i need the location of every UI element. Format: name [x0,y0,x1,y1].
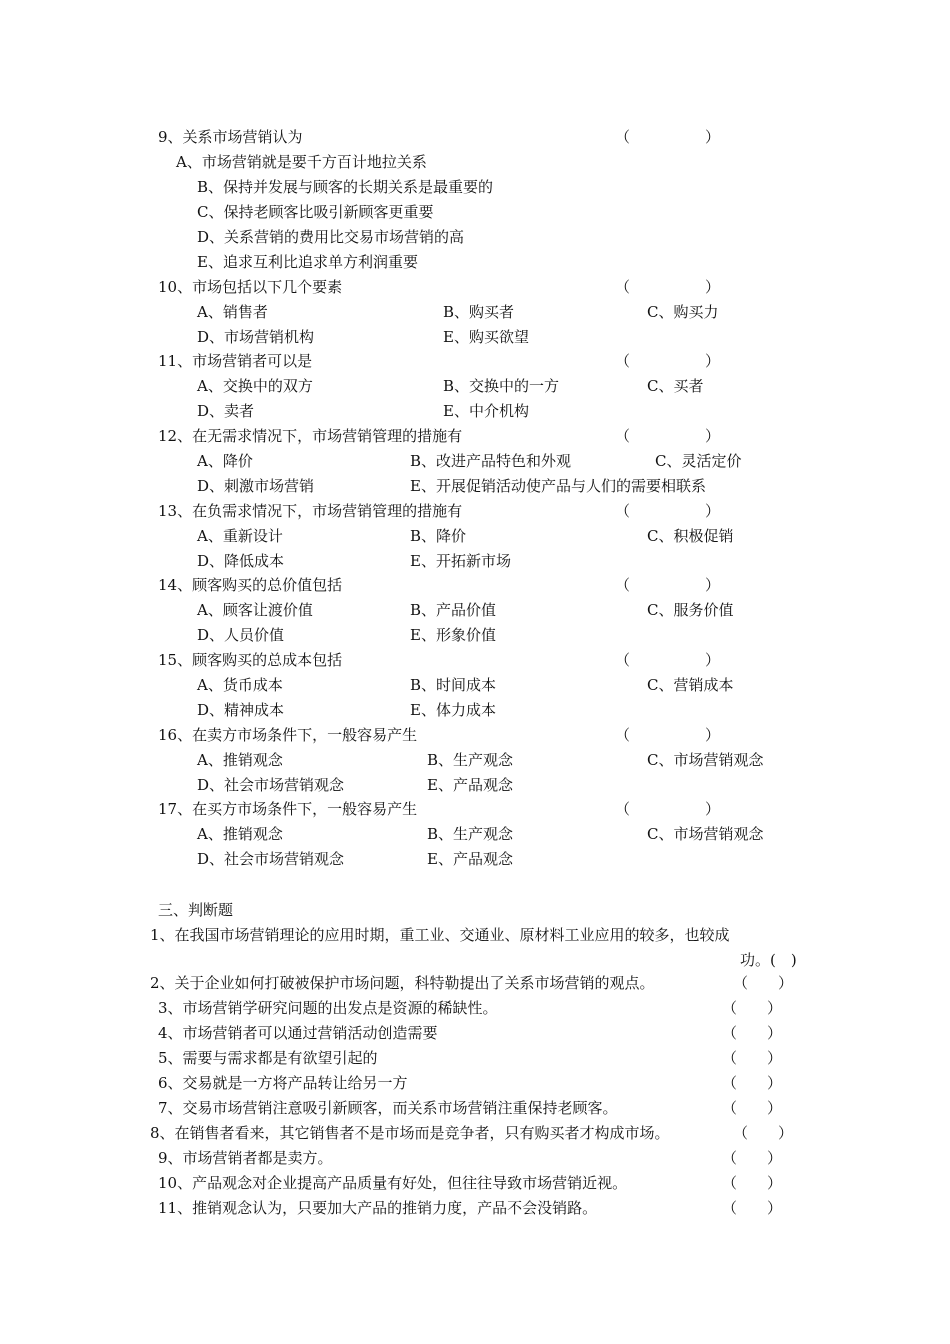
question-12-option-c: C、灵活定价 [655,452,742,470]
tf-question-6-parens: （ ） [722,1074,783,1092]
question-17-option-d: D、社会市场营销观念 [197,850,345,868]
question-15-option-c: C、营销成本 [647,676,734,694]
question-16-stem: 16、在卖方市场条件下，一般容易产生 [158,726,418,744]
question-11-option-b: B、交换中的一方 [443,377,560,395]
question-16-answer-parens: （ ） [615,726,721,744]
question-10-answer-parens: （ ） [615,278,721,296]
question-10-stem: 10、市场包括以下几个要素 [158,278,343,296]
question-15-option-d: D、精神成本 [197,701,285,719]
tf-question-7: 7、交易市场营销注意吸引新顾客，而关系市场营销注重保持老顾客。 [158,1099,618,1117]
question-11-option-c: C、买者 [647,377,704,395]
question-12-answer-parens: （ ） [615,427,721,445]
section-heading-true-false: 三、判断题 [158,901,234,919]
question-11-answer-parens: （ ） [615,352,721,370]
question-14-answer-parens: （ ） [615,576,721,594]
question-12-stem: 12、在无需求情况下，市场营销管理的措施有 [158,427,463,445]
question-16-option-c: C、市场营销观念 [647,751,764,769]
question-13-answer-parens: （ ） [615,502,721,520]
tf-question-5-parens: （ ） [722,1049,783,1067]
question-17-option-c: C、市场营销观念 [647,825,764,843]
tf-question-2: 2、关于企业如何打破被保护市场问题，科特勒提出了关系市场营销的观点。 [150,974,655,992]
tf-question-9: 9、市场营销者都是卖方。 [158,1149,333,1167]
tf-question-6: 6、交易就是一方将产品转让给另一方 [158,1074,408,1092]
question-10-option-a: A、销售者 [197,303,268,321]
question-10-option-b: B、购买者 [443,303,515,321]
question-14-option-c: C、服务价值 [647,601,734,619]
tf-question-3: 3、市场营销学研究问题的出发点是资源的稀缺性。 [158,999,498,1017]
tf-question-9-parens: （ ） [722,1149,783,1167]
question-13-option-a: A、重新设计 [197,527,283,545]
question-9-option-c: C、保持老顾客比吸引新顾客更重要 [197,203,434,221]
question-17-option-b: B、生产观念 [427,825,514,843]
question-13-option-e: E、开拓新市场 [410,552,511,570]
question-16-option-a: A、推销观念 [197,751,283,769]
tf-question-10-parens: （ ） [722,1174,783,1192]
question-17-option-e: E、产品观念 [427,850,513,868]
tf-question-4-parens: （ ） [722,1024,783,1042]
question-16-option-b: B、生产观念 [427,751,514,769]
question-11-option-e: E、中介机构 [443,402,529,420]
tf-question-10: 10、产品观念对企业提高产品质量有好处，但往往导致市场营销近视。 [158,1174,628,1192]
question-9-option-e: E、追求互利比追求单方利润重要 [197,253,418,271]
question-12-option-d: D、刺激市场营销 [197,477,315,495]
tf-question-7-parens: （ ） [722,1099,783,1117]
question-9-stem: 9、关系市场营销认为 [158,128,303,146]
tf-question-5: 5、需要与需求都是有欲望引起的 [158,1049,378,1067]
question-9-answer-parens: （ ） [615,128,721,146]
question-10-option-d: D、市场营销机构 [197,328,315,346]
question-15-answer-parens: （ ） [615,651,721,669]
tf-question-8-parens: （ ） [733,1124,794,1142]
question-14-option-d: D、人员价值 [197,626,285,644]
question-12-option-b: B、改进产品特色和外观 [410,452,572,470]
question-16-option-d: D、社会市场营销观念 [197,776,345,794]
question-9-option-d: D、关系营销的费用比交易市场营销的高 [197,228,465,246]
tf-question-8: 8、在销售者看来，其它销售者不是市场而是竞争者，只有购买者才构成市场。 [150,1124,670,1142]
tf-question-4: 4、市场营销者可以通过营销活动创造需要 [158,1024,438,1042]
question-9-option-b: B、保持并发展与顾客的长期关系是最重要的 [197,178,494,196]
question-14-option-e: E、形象价值 [410,626,496,644]
question-17-option-a: A、推销观念 [197,825,283,843]
question-15-option-a: A、货币成本 [197,676,283,694]
tf-question-11: 11、推销观念认为，只要加大产品的推销力度，产品不会没销路。 [158,1199,598,1217]
tf-question-1-continuation: 功。( ) [740,951,797,969]
question-13-option-c: C、积极促销 [647,527,734,545]
question-17-stem: 17、在买方市场条件下，一般容易产生 [158,800,418,818]
question-15-option-b: B、时间成本 [410,676,497,694]
question-13-option-d: D、降低成本 [197,552,285,570]
question-13-stem: 13、在负需求情况下，市场营销管理的措施有 [158,502,463,520]
tf-question-1: 1、在我国市场营销理论的应用时期，重工业、交通业、原材料工业应用的较多，也较成 [150,926,730,944]
question-15-stem: 15、顾客购买的总成本包括 [158,651,343,669]
question-12-option-a: A、降价 [197,452,253,470]
question-9-option-a: A、市场营销就是要千方百计地拉关系 [176,153,427,171]
question-14-option-a: A、顾客让渡价值 [197,601,313,619]
question-10-option-c: C、购买力 [647,303,719,321]
tf-question-3-parens: （ ） [722,999,783,1017]
question-17-answer-parens: （ ） [615,800,721,818]
question-15-option-e: E、体力成本 [410,701,496,719]
question-11-stem: 11、市场营销者可以是 [158,352,313,370]
question-11-option-d: D、卖者 [197,402,255,420]
question-13-option-b: B、降价 [410,527,467,545]
tf-question-2-parens: （ ） [733,974,794,992]
question-14-option-b: B、产品价值 [410,601,497,619]
question-14-stem: 14、顾客购买的总价值包括 [158,576,343,594]
question-11-option-a: A、交换中的双方 [197,377,313,395]
tf-question-11-parens: （ ） [722,1199,783,1217]
question-10-option-e: E、购买欲望 [443,328,529,346]
question-12-option-e: E、开展促销活动使产品与人们的需要相联系 [410,477,706,495]
question-16-option-e: E、产品观念 [427,776,513,794]
